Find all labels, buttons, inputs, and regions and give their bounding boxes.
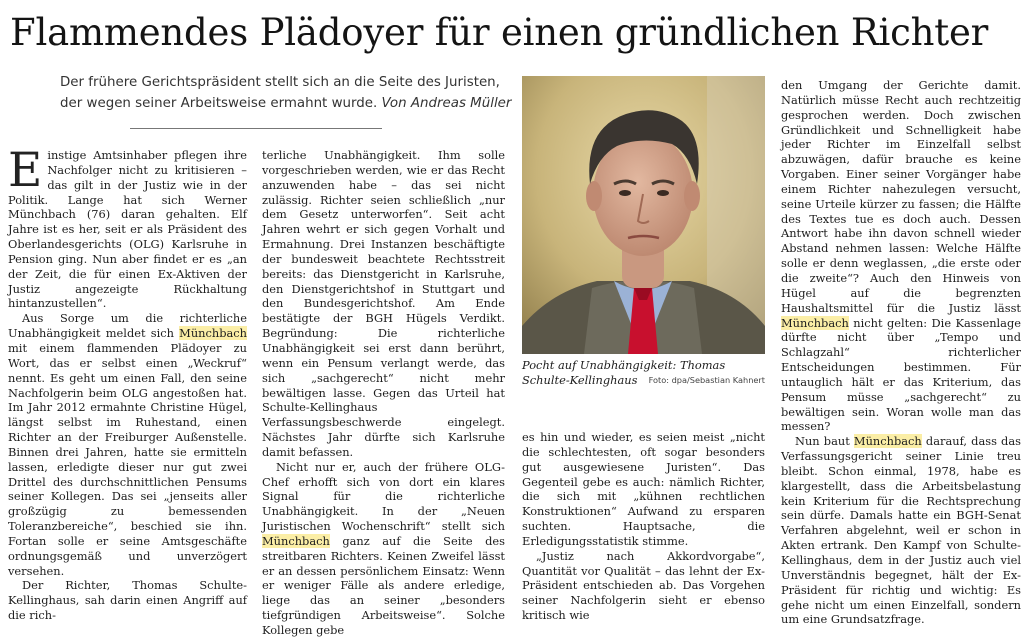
photo-credit: Foto: dpa/Sebastian Kahnert	[648, 375, 765, 385]
paragraph	[781, 78, 1021, 434]
article-column-1	[8, 143, 248, 623]
headline: Flammendes Plädoyer für einen gründlichen Richter	[10, 11, 989, 54]
paragraph-text: Nicht nur er, auch der frühere OLG-Chef erhofft sich von dort ein klares Signal für die richterliche Unabhängigkeit. In der „Neuen Juristischen Wochenschrift“ stellt sich	[262, 459, 505, 534]
paragraph-text: Nun baut	[795, 434, 850, 449]
lead-line-2: der wegen seiner Arbeitsweise ermahnt wurde.	[60, 96, 378, 111]
paragraph	[8, 143, 247, 311]
paragraph	[8, 311, 247, 578]
drop-cap: E	[8, 143, 43, 198]
paragraph	[781, 434, 1021, 627]
author-byline: Von Andreas Müller	[381, 96, 512, 111]
paragraph	[262, 460, 505, 638]
paragraph	[522, 549, 765, 623]
paragraph-text: terliche Unabhängigkeit. Ihm solle vorgeschrieben werden, wie er das Recht anzuwenden habe – das sei nicht zulässig. Richter seien schließlich „nur dem Gesetz unterworfen“. Seit acht Jahren wehrt er sich gegen Vorhalt und Ermahnung. Drei Instanzen beschäftigte der bundesweit beachtete Rechtsstreit bereits: das Dienstgericht in Karlsruhe, den Dienstgerichtshof in Stuttgart und den Bundesgerichtshof. Am Ende bestätigte der BGH Hügels Verdikt. Begründung: Die richterliche Unabhängigkeit sei erst dann berührt, wenn ein Pensum verlangt werde, das sich „sachgerecht“ nicht mehr bewältigen lasse. Gegen das Urteil hat Schulte-Kellinghaus Verfassungsbeschwerde eingelegt. Nächstes Jahr dürfte sich Karlsruhe damit befassen.	[262, 148, 505, 459]
highlighted-term: Münchbach	[853, 434, 922, 449]
caption-text: Pocht auf Unabhängigkeit: Thomas Schulte-Kellinghaus	[522, 358, 726, 387]
paragraph-text: Der Richter, Thomas Schulte-Kellinghaus, sah darin einen Angriff auf die rich-	[8, 578, 247, 623]
paragraph-text: ganz auf die Seite des streitbaren Richters. Keinen Zweifel lässt er an dessen persönlichem Einsatz: Wenn er weniger Fälle als andere erledige, liege das an seiner „besonders tiefgründigen Arbeitsweise“. Solche Kollegen gebe	[262, 533, 505, 637]
paragraph-text: den Umgang der Gerichte damit. Natürlich müsse Recht auch rechtzeitig gesprochen werden. Doch zwischen Gründlichkeit und Schnelligkeit habe jeder Richter im Einzelfall selbst abzuwägen, dafür brauche es keine Vorgaben. Einer seiner Vorgänger habe einem Richter nahezulegen versucht, seine Urteile kürzer zu fassen; die Hälfte des Textes tue es doch auch. Dessen Antwort habe ihn davon schnell wieder Abstand nehmen lassen: Welche Hälfte solle er denn weglassen, „die erste oder die zweite“? Auch den Hinweis von Hügel auf die begrenzten Haushaltsmittel für die Justiz lässt	[781, 78, 1021, 315]
highlighted-term: Münchbach	[262, 533, 330, 548]
portrait-photo	[522, 76, 765, 354]
lead-line-1: Der frühere Gerichtspräsident stellt sich an die Seite des Juristen,	[60, 75, 500, 90]
paragraph	[522, 430, 765, 549]
paragraph-text: „Justiz nach Akkordvorgabe“, Quantität vor Qualität – das lehnt der Ex-Präsident entschieden ab. Das Vorgehen seiner Nachfolgerin sieht er ebenso kritisch wie	[522, 548, 765, 623]
portrait-illustration	[522, 76, 765, 354]
paragraph-text: es hin und wieder, es seien meist „nicht die schlechtesten, oft sogar besonders gut ausgewiesene Juristen“. Das Gegenteil gebe es auch: nämlich Richter, die sich mit „kühnen rechtlichen Konstruktionen“ Aufwand zu ersparen suchten. Hauptsache, die Erledigungsstatistik stimme.	[522, 430, 765, 548]
article-column-2	[262, 148, 505, 637]
paragraph	[262, 148, 505, 460]
paragraph-text: Aus Sorge um die richterliche Unabhängigkeit meldet sich	[8, 311, 247, 341]
photo-caption	[522, 358, 765, 402]
paragraph-text: mit einem flammenden Plädoyer zu Wort, das er selbst einen „Weckruf“ nennt. Es geht um einen Fall, den seine Nachfolgerin beim OLG angestoßen hat. Im Jahr 2012 ermahnte Christine Hügel, längst selbst im Ruhestand, einen Richter an der Freiburger Außenstelle. Binnen drei Jahren, hatte sie ermitteln lassen, erledigte dieser nur gut zwei Drittel des durchschnittlichen Pensums seiner Kollegen. Das sei „jenseits aller großzügig zu bemessenden Toleranzbereiche“, beschied sie ihn. Fortan solle er seine Amtsgeschäfte ordnungsgemäß und unverzögert versehen.	[8, 340, 247, 578]
lead-paragraph	[60, 72, 512, 114]
article-column-4	[781, 78, 1022, 627]
paragraph-text: nicht gelten: Die Kassenlage dürfte nicht über „Tempo und Schlagzahl“ richterlicher Entscheidungen bestimmen. Für untauglich hält er das Kriterium, das Pensum müsse „sachgerecht“ zu bewältigen sein. Woran wolle man das messen?	[781, 315, 1022, 434]
lead-divider	[130, 128, 382, 129]
paragraph-text: instige Amtsinhaber pflegen ihre Nachfolger nicht zu kritisieren – das gilt in der Justiz wie in der Politik. Lange hat sich Werner Münchbach (76) daran gehalten. Elf Jahre ist es her, seit er als Präsident des Oberlandesgerichts (OLG) Karlsruhe in Pension ging. Nun aber findet er es „an der Zeit, die für einen Ex-Aktiven der Justiz angezeigte Rückhaltung hintanzustellen“.	[8, 148, 247, 311]
paragraph-text: darauf, dass das Verfassungsgericht seiner Linie treu bleibt. Schon einmal, 1978, habe es klargestellt, dass die Arbeitsbelastung kein Kriterium für die Rechtsprechung sein dürfe. Damals hatte ein BGH-Senat Verfahren abgelehnt, weil er schon in Akten ertrank. Den Kampf von Schulte-Kellinghaus, dem in der Justiz auch viel Unverständnis begegnet, hält der Ex-Präsident für richtig und wichtig: Es gehe nicht um einen Einzelfall, sondern um eine Grundsatzfrage.	[781, 434, 1021, 627]
paragraph	[8, 578, 247, 623]
article-column-3	[522, 430, 765, 623]
highlighted-term: Münchbach	[179, 326, 248, 341]
highlighted-term: Münchbach	[781, 315, 849, 330]
